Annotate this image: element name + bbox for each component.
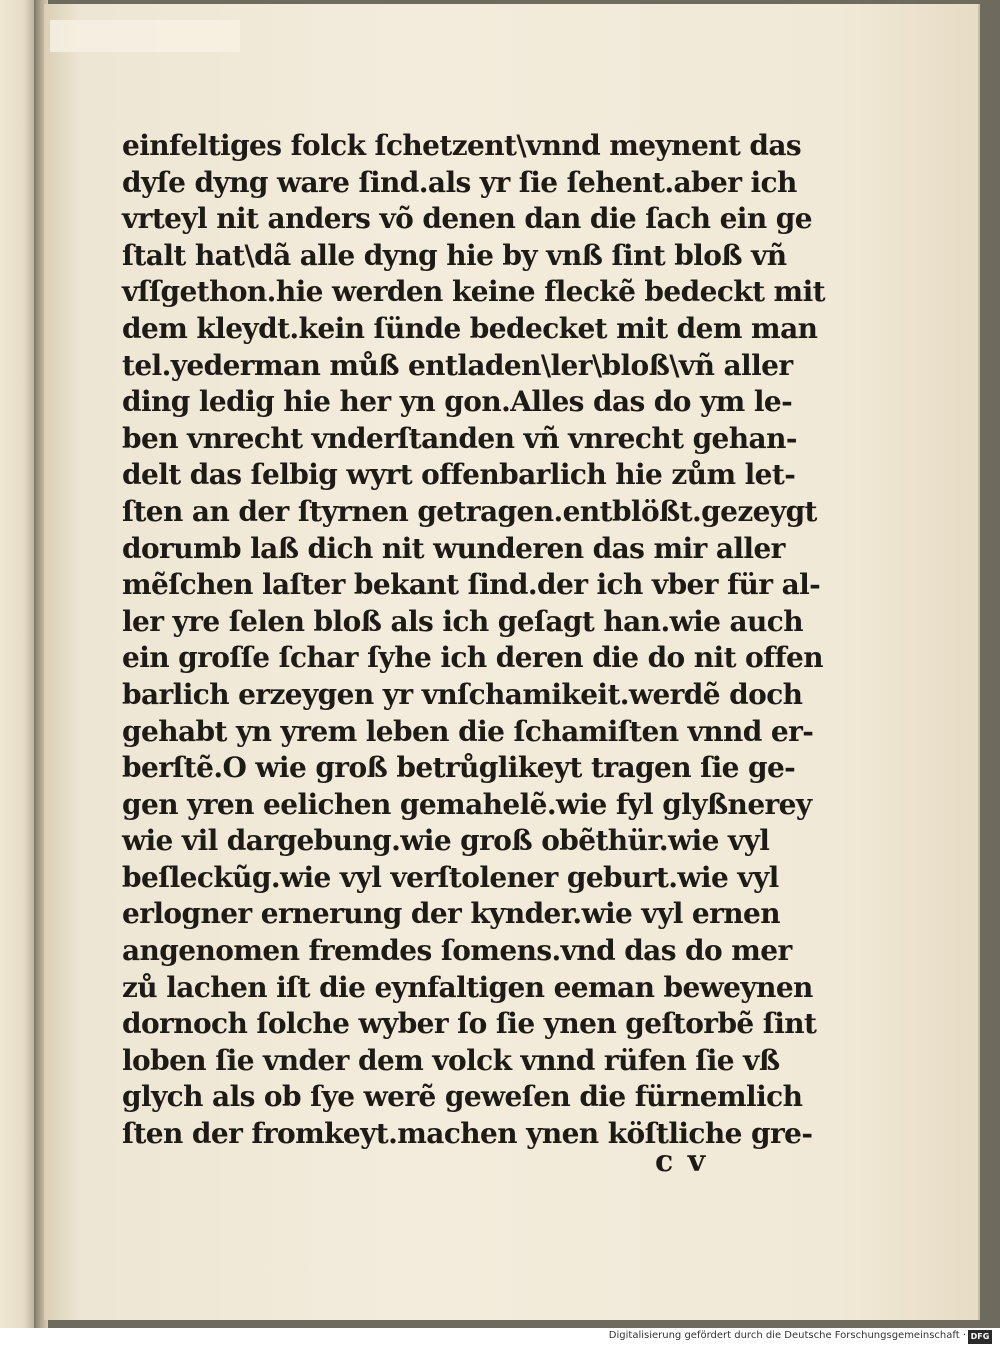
text-line: vrteyl nit anders võ denen dan die ſach ein ge [122, 202, 812, 236]
footer-bar [0, 1328, 1000, 1347]
text-line: ein groſſe ſchar ſyhe ich deren die do nit offen [122, 641, 823, 675]
text-line: ſten an der ſtyrnen getragen.entblößt.gezeygt [122, 494, 817, 528]
text-line: ſtalt hat\dã alle dyng hie by vnß ſint bloß vñ [122, 238, 787, 272]
funding-credit: Digitalisierung gefördert durch die Deutsche Forschungsgemeinschaft · [608, 1330, 966, 1341]
dfg-logo-icon: DFG [968, 1330, 992, 1344]
text-line: glych als ob ſye werẽ geweſen die fürnemlich [122, 1080, 803, 1114]
text-line: angenomen fremdes ſomens.vnd das do mer [122, 934, 792, 968]
paper-strip [50, 20, 240, 52]
text-line: beſleckũg.wie vyl verſtolener geburt.wie vyl [122, 860, 779, 894]
text-line: ding ledig hie her yn gon.Alles das do ym le- [122, 385, 793, 419]
text-line: dyſe dyng ware ſind.als yr ſie ſehent.aber ich [122, 165, 797, 199]
text-line: dorumb laß dich nit wunderen das mir aller [122, 531, 785, 565]
text-line: ſten der fromkeyt.machen ynen köſtliche gre- [122, 1117, 813, 1151]
text-line: delt das ſelbig wyrt offenbarlich hie zům let- [122, 458, 796, 492]
text-line: ben vnrecht vnderſtanden vñ vnrecht gehan- [122, 421, 797, 455]
text-line: erlogner ernerung der kynder.wie vyl ernen [122, 897, 781, 931]
text-line: dornoch ſolche wyber ſo ſie ynen geſtorbẽ ſint [122, 1007, 817, 1041]
text-line: einfeltiges folck ſchetzent\vnnd meynent das [122, 129, 802, 162]
text-line: vſſgethon.hie werden keine fleckẽ bedeckt mit [122, 275, 825, 309]
text-line: dem kleydt.kein ſünde bedecket mit dem man [122, 311, 818, 345]
text-line: barlich erzeygen yr vnſchamikeit.werdẽ doch [122, 677, 803, 711]
text-line: gehabt yn yrem leben die ſchamiſten vnnd er- [122, 714, 814, 748]
text-line: gen yren eelichen gemahelẽ.wie fyl glyßnerey [122, 787, 812, 821]
text-line: zů lachen iſt die eynfaltigen eeman beweynen [122, 970, 813, 1004]
text-line: loben ſie vnder dem volck vnnd rüfen ſie vß [122, 1043, 780, 1077]
text-line: ler yre ſelen bloß als ich geſagt han.wie auch [122, 604, 803, 638]
text-line: berſtẽ.O wie groß betrůglikeyt tragen ſie ge- [122, 751, 796, 785]
page-text [122, 128, 825, 1153]
text-line: mẽſchen laſter bekant ſind.der ich vber für al- [122, 568, 821, 602]
text-line: tel.yederman můß entladen\ler\bloß\vñ aller [122, 348, 793, 382]
signature-mark: c v [655, 1144, 708, 1179]
text-line: wie vil dargebung.wie groß obẽthür.wie vyl [122, 824, 770, 858]
